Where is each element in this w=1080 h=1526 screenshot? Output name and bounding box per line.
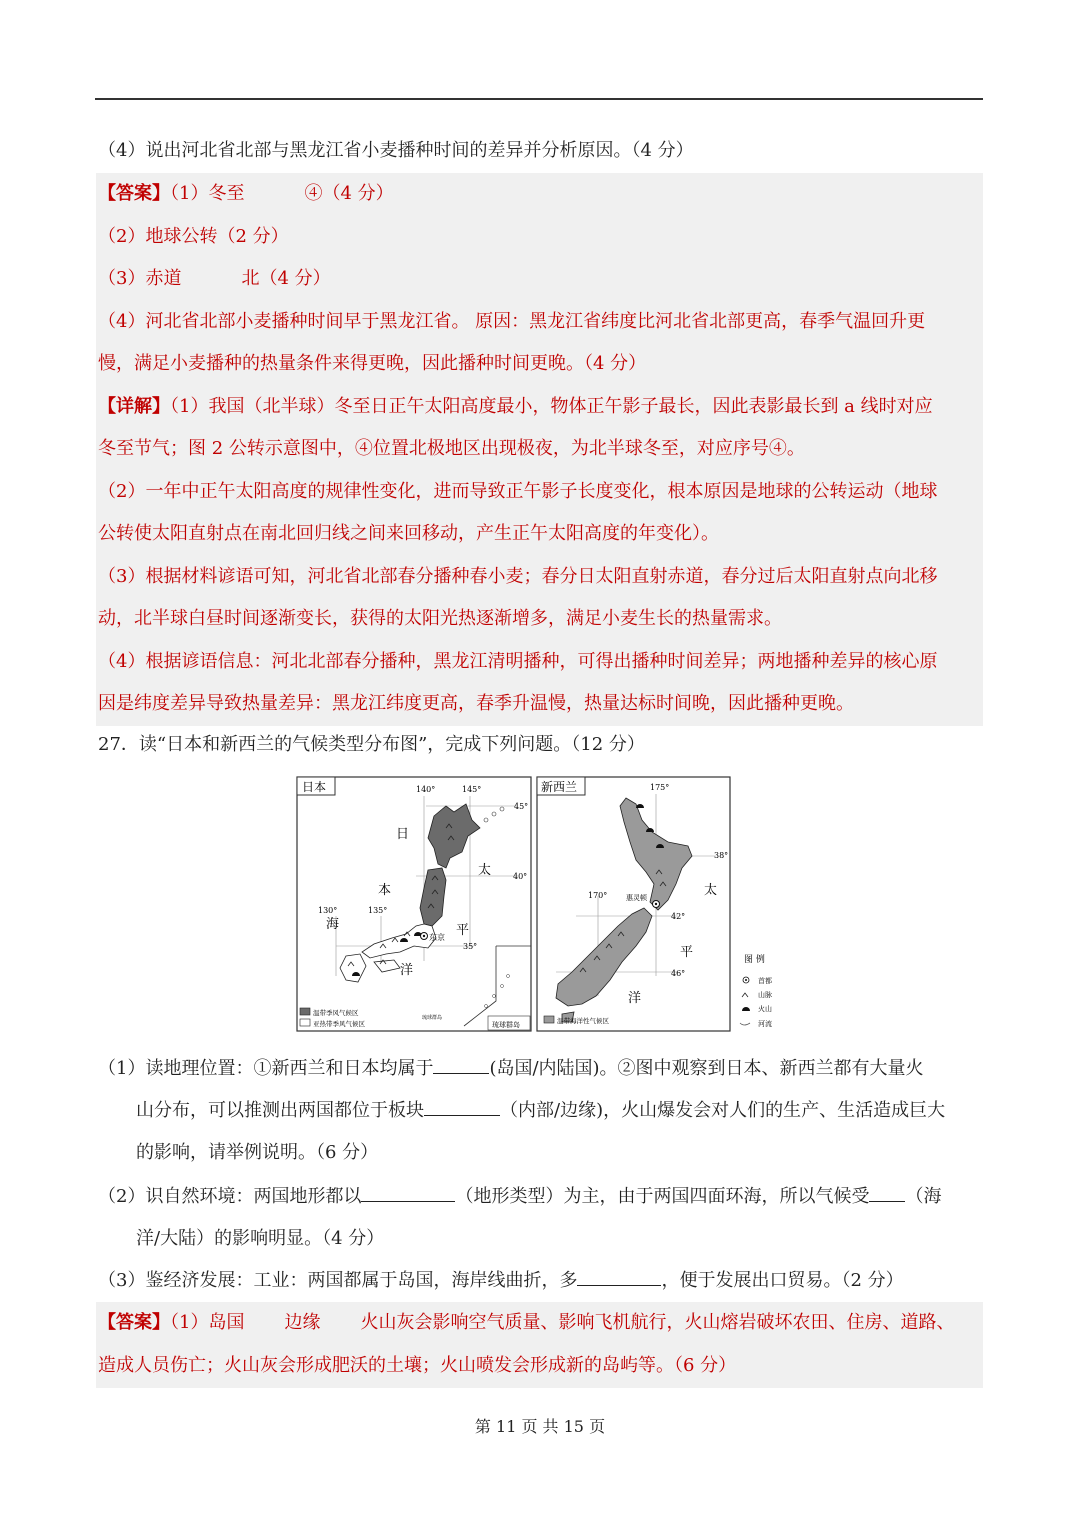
q27-2-text: （海: [905, 1186, 942, 1207]
detail-line-7: （4）根据谚语信息：河北北部春分播种，黑龙江清明播种，可得出播种时间差异；两地播种差异的核心原: [98, 650, 938, 672]
climate-map-svg: [296, 776, 786, 1032]
question-26-part-4: （4）说出河北省北部与黑龙江省小麦播种时间的差异并分析原因。（4 分）: [98, 140, 694, 161]
japan-lon-145: 145°: [462, 785, 482, 794]
answer2-text: （1）岛国: [170, 1312, 245, 1333]
pacific-label-2: 平: [456, 923, 470, 938]
answer2-tag: 【答案】: [98, 1312, 170, 1333]
japan-lat-45: 45°: [514, 802, 529, 811]
answer-blank[interactable]: [869, 1183, 905, 1202]
answer2-text: 边缘: [284, 1312, 321, 1333]
answer-text: 北（4 分）: [241, 268, 331, 289]
q27-2-text: （2）识自然环境：两国地形都以: [98, 1186, 362, 1207]
nz-lat-38: 38°: [714, 851, 729, 860]
sea-of-japan-label-1: 日: [396, 827, 410, 842]
nz-pacific-label-3: 洋: [628, 991, 642, 1006]
wellington-label: 惠灵顿: [626, 894, 647, 902]
q27-1-line-1: [98, 1048, 988, 1090]
nz-lat-42: 42°: [671, 912, 686, 921]
q27-3-text: ，便于发展出口贸易。（2 分）: [661, 1270, 904, 1291]
detail-line-6: 动，北半球白昼时间逐渐变长，获得的太阳光热逐渐增多，满足小麦生长的热量需求。: [98, 608, 782, 629]
nz-legend-oceanic: 温带海洋性气候区: [557, 1017, 609, 1025]
answer-blank[interactable]: [424, 1097, 500, 1116]
answer2-line-1: [96, 1302, 983, 1345]
answer2-text: 火山灰会影响空气质量、影响飞机航行，火山熔岩破坏农田、住房、道路、: [360, 1312, 955, 1333]
legend-mountain: 山脉: [758, 991, 772, 999]
answer-blank[interactable]: [577, 1267, 661, 1286]
legend-river: 河流: [758, 1020, 772, 1028]
nz-pacific-label-1: 太: [704, 883, 718, 898]
ryukyu-label: 琉球群岛: [492, 1021, 520, 1029]
japan-legend-temperate: 温带季风气候区: [313, 1009, 359, 1017]
japan-legend-subtropical: 亚热带季风气候区: [313, 1020, 365, 1028]
detail-line-2: 冬至节气；图 2 公转示意图中，④位置北极地区出现极夜，为北半球冬至，对应序号④。: [98, 438, 805, 459]
answer-blank[interactable]: [433, 1055, 489, 1074]
nz-lat-46: 46°: [671, 969, 686, 978]
q27-2-text: （地形类型）为主，由于两国四面环海，所以气候受: [455, 1186, 870, 1207]
sea-of-japan-label-3: 海: [326, 917, 340, 932]
q27-1-text: (岛国/内陆国)。②图中观察到日本、新西兰都有大量火: [489, 1058, 924, 1079]
answer-blank[interactable]: [361, 1183, 455, 1202]
japan-lat-35: 35°: [463, 942, 478, 951]
climate-map-figure: [296, 776, 786, 1032]
detail-line-1: [96, 386, 983, 429]
japan-lon-130: 130°: [318, 906, 338, 915]
answer-block-1: [96, 173, 983, 726]
q27-1-text: 山分布，可以推测出两国都位于板块: [136, 1100, 424, 1121]
answer-text: （3）赤道: [98, 268, 182, 289]
answer-line-5: 慢，满足小麦播种的热量条件来得更晚，因此播种时间更晚。（4 分）: [98, 353, 647, 374]
header-rule: [95, 98, 983, 100]
answer-line-1: [96, 173, 983, 216]
answer-tag: 【答案】: [98, 183, 170, 204]
answer-block-2: [96, 1302, 983, 1388]
answer-line-3: [96, 258, 983, 301]
q27-part-2: [98, 1176, 988, 1260]
answer-line-2: （2）地球公转（2 分）: [98, 225, 289, 247]
detail-line-8: 因是纬度差异导致热量差异：黑龙江纬度更高，春季升温慢，热量达标时间晚，因此播种更晚。: [98, 693, 854, 714]
detail-text: （1）我国（北半球）冬至日正午太阳高度最小，物体正午影子最长，因此表影最长到 a 线时对应: [170, 395, 933, 417]
japan-lat-40: 40°: [513, 872, 528, 881]
sea-of-japan-label-2: 本: [378, 883, 392, 898]
map-legend: [740, 953, 772, 1028]
nz-lon-170: 170°: [588, 891, 608, 900]
q27-1-line-2: [98, 1090, 988, 1132]
pacific-label-1: 太: [478, 863, 492, 878]
detail-line-4: 公转使太阳直射点在南北回归线之间来回移动，产生正午太阳高度的年变化）。: [98, 523, 719, 544]
japan-map-panel: [297, 777, 531, 1031]
legend-capital: 首都: [758, 977, 772, 985]
q27-1-text: （内部/边缘)，火山爆发会对人们的生产、生活造成巨大: [500, 1100, 946, 1121]
question-27-title: 27．读“日本和新西兰的气候类型分布图”，完成下列问题。（12 分）: [98, 734, 645, 755]
inset-label-small: 琉球群岛: [422, 1015, 443, 1021]
answer-text: ④（4 分）: [304, 183, 394, 204]
pacific-label-3: 洋: [400, 963, 414, 978]
q27-2-line-2: 洋/大陆）的影响明显。（4 分）: [136, 1228, 385, 1249]
japan-lon-135: 135°: [368, 906, 388, 915]
detail-line-5: （3）根据材料谚语可知，河北省北部春分播种春小麦；春分日太阳直射赤道，春分过后太阳直射点向北移: [98, 565, 938, 587]
q27-part-3: [98, 1260, 988, 1302]
q27-2-line-1: [98, 1176, 988, 1218]
q27-1-line-3: 的影响，请举例说明。（6 分）: [136, 1142, 379, 1163]
nz-map-panel: [537, 777, 730, 1031]
answer-line-4: （4）河北省北部小麦播种时间早于黑龙江省。 原因：黑龙江省纬度比河北省北部更高，春季气温回升更: [98, 310, 926, 332]
japan-title: 日本: [302, 780, 327, 794]
detail-line-3: （2）一年中正午太阳高度的规律性变化，进而导致正午影子长度变化，根本原因是地球的公转运动（地球: [98, 480, 938, 502]
nz-lon-175: 175°: [650, 783, 670, 792]
q27-part-1: [98, 1048, 988, 1174]
tokyo-label: 东京: [429, 933, 445, 942]
legend-title: 图 例: [744, 955, 765, 965]
legend-volcano: 火山: [758, 1005, 772, 1013]
japan-lon-140: 140°: [416, 785, 436, 794]
answer-text: （1）冬至: [170, 183, 245, 204]
answer2-line-2: 造成人员伤亡；火山灰会形成肥沃的土壤；火山喷发会形成新的岛屿等。（6 分）: [98, 1354, 737, 1376]
nz-pacific-label-2: 平: [680, 945, 694, 960]
q27-1-text: （1）读地理位置：①新西兰和日本均属于: [98, 1058, 434, 1079]
page-footer: 第 11 页 共 15 页: [474, 1417, 606, 1436]
q27-3-text: （3）鉴经济发展：工业：两国都属于岛国，海岸线曲折，多: [98, 1270, 578, 1291]
detail-tag: 【详解】: [98, 395, 170, 417]
nz-title: 新西兰: [541, 780, 578, 794]
